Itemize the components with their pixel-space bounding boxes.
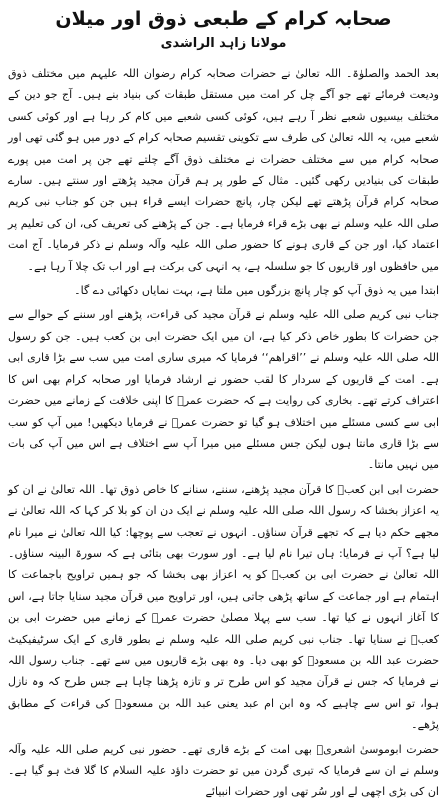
article-body (8, 63, 439, 803)
article-author: مولانا زاہد الراشدی (160, 36, 287, 51)
article-paragraph: حضرت ابی ابن کعبؓ کا قرآن مجید پڑھنے، سننے، سنانے کا خاص ذوق تھا۔ اللہ تعالیٰ نے ان کو یہ اعزاز بخشا کہ رسول اللہ صلی اللہ علیہ وسلم نے ایک دن ان کو بلا کر کہا کہ اللہ تعالیٰ نے مجھے حکم دیا ہے کہ تجھے قرآن سناؤں۔ انہوں نے تعجب سے پوچھا: کیا اللہ تعالیٰ نے میرا نام لیا ہے؟ آپ نے فرمایا: ہاں تیرا نام لیا ہے۔ اور سورت بھی بتائی ہے کہ سورۃ البینہ سناؤں۔ اللہ تعالیٰ نے حضرت ابی بن کعبؓ کو یہ اعزاز بھی بخشا کہ جو ہمیں تراویح باجماعت کا اہتمام ہے اور جماعت کے ساتھ پڑھی جاتی ہیں، اور تراویح میں قرآن مجید سنایا جاتا ہے، اس کا آغاز انہوں نے کیا تھا۔ سب سے پہلا مصلیٰ حضرت عمرؓ کے زمانے میں حضرت ابی بن کعبؓ نے سنایا تھا۔ جناب نبی کریم صلی اللہ علیہ وسلم نے بطور قاری کے ایک سرٹیفیکیٹ حضرت عبد اللہ بن مسعودؓ کو بھی دیا۔ وہ بھی بڑے قاریوں میں سے تھے۔ جناب رسول اللہ نے فرمایا کہ جس نے قرآن مجید کو اس طرح تر و تازہ پڑھنا چاہا ہے جس طرح کہ وہ نازل ہوا، تو اس سے چاہیے کہ وہ ابن ام عبد یعنی عبد اللہ بن مسعودؓ کی قراءت کے مطابق پڑھے۔ (8, 482, 439, 732)
article-paragraph: ابتدا میں یہ ذوق آپ کو چار پانچ بزرگوں میں ملتا ہے، بہت نمایاں دکھائی دے گا۔ (74, 284, 439, 298)
article-paragraph: بعد الحمد والصلوٰۃ۔ اللہ تعالیٰ نے حضرات صحابہ کرام رضوان اللہ علیہم میں مختلف ذوق ودیعت فرمائے تھے جو آگے چل کر امت میں مستقل طبقات کی بنیاد بنے ہیں۔ آج جو دین کے مختلف بیسیوں شعبے نظر آ رہے ہیں، کوئی کسی شعبے میں کام کر رہا ہے اور کوئی کسی شعبے میں، یہ اللہ تعالیٰ کی طرف سے تکوینی تقسیم صحابہ کرام کے دور میں ہو گئی تھی اور صحابہ کرام میں سے مختلف حضرات نے مختلف ذوق آگے چلتے تھے جن پر امت میں پورے طبقات کی بنیادیں رکھی گئیں۔ مثال کے طور پر ہم قرآن مجید پڑھتے اور سنتے ہیں۔ سارے صحابہ کرام قرآن پڑھتے تھے لیکن چار، پانچ حضرات ایسے قراء ہیں جن کو جناب نبی کریم صلی اللہ علیہ وسلم نے بھی بڑے قراء فرمایا ہے۔ جن کے پڑھنے کی تعریف کی، ان کی تعلیم پر اعتماد کیا، اور جن کے قاری ہونے کا حضور صلی اللہ علیہ وآلہ وسلم نے ذکر فرمایا۔ آج امت میں حافظوں اور قاریوں کا جو سلسلہ ہے، یہ انہی کی برکت ہے اور اب تک چلا آ رہا ہے۔ (8, 67, 439, 273)
article-paragraph: جناب نبی کریم صلی اللہ علیہ وسلم نے قرآن مجید کی قراءت، پڑھنے اور سننے کے حوالے سے جن حضرات کا بطور خاص ذکر کیا ہے، ان میں ایک حضرت ابی بن کعب ہیں۔ جن کو رسول اللہ صلی اللہ علیہ وسلم نے ’’اقراھم‘‘ فرمایا کہ میری ساری امت میں سب سے بڑا قاری ابی ہے۔ امت کے قاریوں کے سردار کا لقب حضور نے ارشاد فرمایا اور صحابہ کرام بھی اس کا اعتراف کرتے تھے۔ بخاری کی روایت ہے کہ حضرت عمرؓ کا اپنی خلافت کے زمانے میں حضرت ابی سے کسی مسئلے میں اختلاف ہو گیا تو حضرت عمرؓ نے فرمایا دیکھیں! میں آپ کو سب سے بڑا قاری مانتا ہوں لیکن جس مسئلے میں میرا آپ سے اختلاف ہے اس میں آپ کی بات میں نہیں مانتا۔ (8, 308, 439, 472)
article-title: صحابہ کرام کے طبعی ذوق اور میلان (55, 8, 392, 30)
article-paragraph: حضرت ابوموسیٰ اشعریؓ بھی امت کے بڑے قاری تھے۔ حضور نبی کریم صلی اللہ علیہ وآلہ وسلم نے ان سے فرمایا کہ تیری گردن میں تو حضرت داؤد علیہ السلام کا گلا فٹ ہو گیا ہے۔ ان کی بڑی اچھی لے اور سُر تھی اور حضرات انبیائے (8, 742, 439, 799)
